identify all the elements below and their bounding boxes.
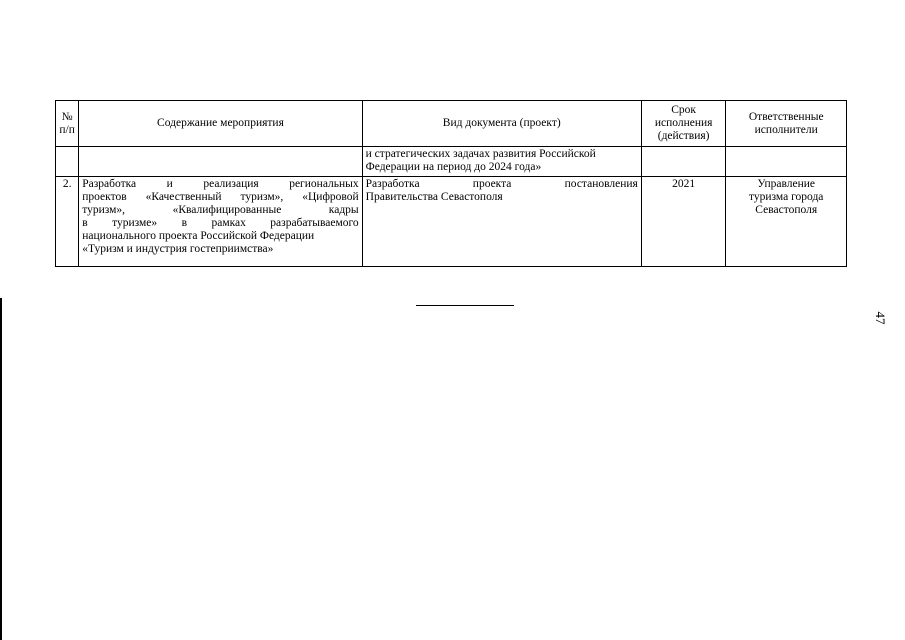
header-doc-type [362, 101, 641, 147]
header-num-label: № п/п [59, 110, 75, 136]
measures-table [55, 100, 847, 267]
header-num [56, 101, 79, 147]
header-term-label: Срок исполнения (действия) [654, 104, 713, 142]
table-row [56, 147, 847, 177]
row-1-doc-type-line: и стратегических задачах развития Российской [365, 148, 596, 160]
row-1-doc-type-line: Федерации на период до 2024 года» [365, 161, 542, 173]
row-2-content-line: Разработка и реализация региональных [82, 178, 359, 190]
row-2-doc-type-line: Разработка проекта постановления [365, 178, 638, 190]
header-responsible [726, 101, 847, 147]
row-2-responsible-line: туризма города [749, 191, 824, 203]
row-1-term [641, 147, 726, 177]
row-2-responsible-line: Управление [757, 178, 816, 190]
row-2-content-line: туризм», «Квалифицированные кадры [82, 204, 359, 216]
row-1-doc-type [362, 147, 641, 177]
row-2-content-line: национального проекта Российской Федерации [82, 230, 315, 242]
page-number: 47 [873, 311, 888, 325]
header-content [79, 101, 362, 147]
row-2-doc-type [362, 177, 641, 267]
row-2-responsible [726, 177, 847, 267]
separator-line [416, 305, 514, 306]
table-header-row [56, 101, 847, 147]
scan-edge-line [0, 298, 2, 640]
table-row [56, 177, 847, 267]
row-2-responsible-line: Севастополя [755, 204, 818, 216]
row-2-term: 2021 [641, 177, 726, 267]
row-1-num [56, 147, 79, 177]
header-responsible-label: Ответственные исполнители [748, 110, 824, 136]
row-1-responsible [726, 147, 847, 177]
header-content-label: Содержание мероприятия [157, 117, 284, 129]
row-2-content-line: проектов «Качественный туризм», «Цифровой [82, 191, 359, 203]
header-term [641, 101, 726, 147]
row-1-content [79, 147, 362, 177]
header-doc-type-label: Вид документа (проект) [442, 117, 561, 129]
row-2-content-line: «Туризм и индустрия гостеприимства» [82, 243, 274, 255]
row-2-content [79, 177, 362, 267]
row-2-num: 2. [56, 177, 79, 267]
row-2-doc-type-line: Правительства Севастополя [365, 191, 503, 203]
row-2-content-line: в туризме» в рамках разрабатываемого [82, 217, 359, 229]
